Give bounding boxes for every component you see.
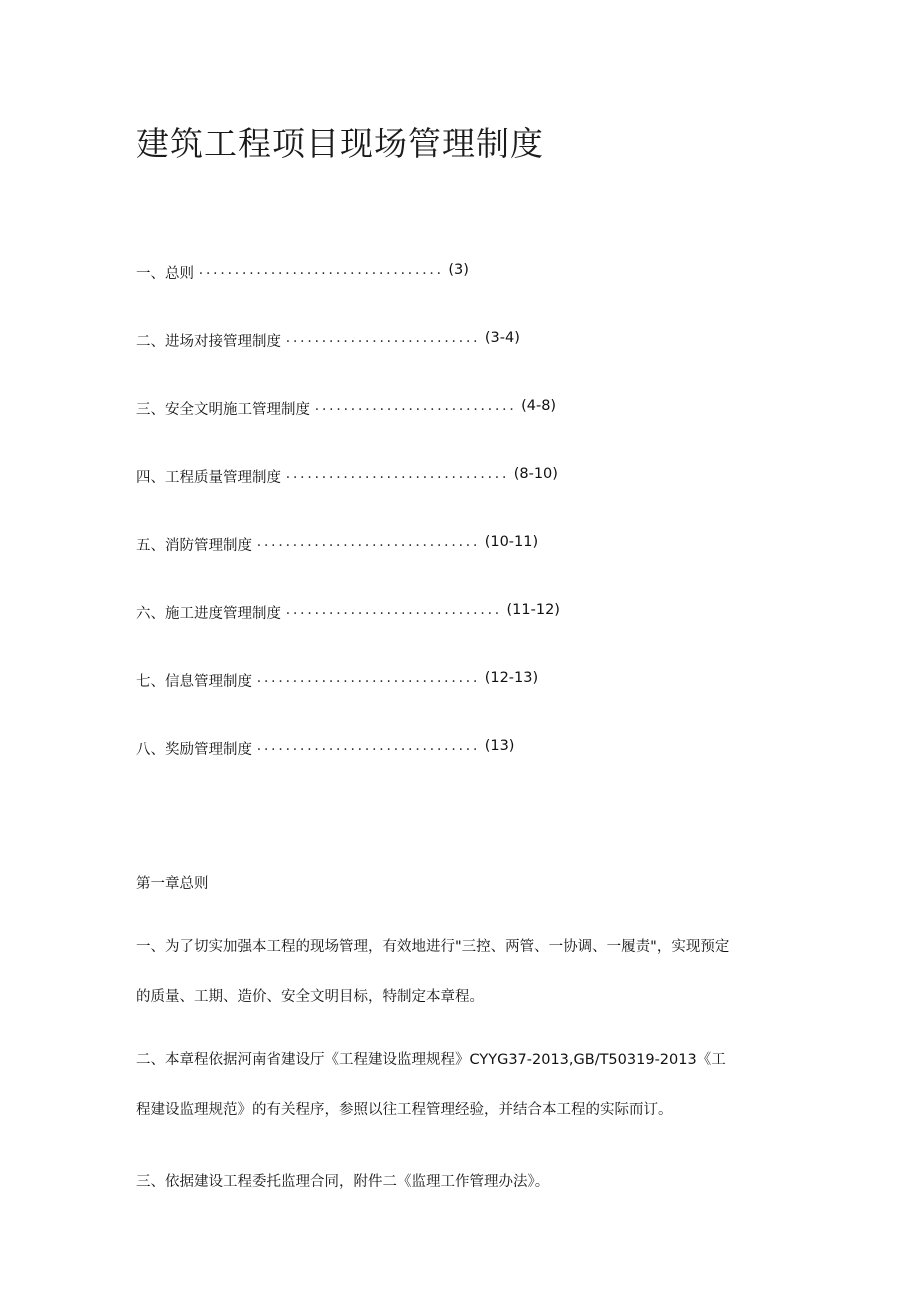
toc-leader-dots: ............................... [285, 466, 510, 482]
toc-entry [136, 330, 796, 398]
toc-leader-dots: ............................... [256, 670, 481, 686]
toc-entry [136, 602, 796, 670]
paragraph-line: 程建设监理规范》的有关程序，参照以往工程管理经验，并结合本工程的实际而订。 [136, 1102, 673, 1118]
table-of-contents [136, 262, 796, 806]
toc-entry-label: 五、消防管理制度 [136, 538, 252, 554]
document-title: 建筑工程项目现场管理制度 [136, 124, 544, 163]
toc-entry-pages: (3) [448, 262, 469, 278]
toc-leader-dots: .................................. [198, 262, 444, 278]
toc-entry-pages: (10-11) [484, 534, 539, 550]
toc-entry-label: 七、信息管理制度 [136, 674, 252, 690]
toc-entry-label: 四、工程质量管理制度 [136, 470, 281, 486]
toc-entry-label: 三、安全文明施工管理制度 [136, 402, 310, 418]
toc-entry [136, 534, 796, 602]
toc-leader-dots: ............................... [256, 738, 481, 754]
paragraph-line: 三、依据建设工程委托监理合同，附件二《监理工作管理办法》。 [136, 1174, 550, 1190]
toc-entry-pages: (13) [484, 738, 515, 754]
toc-entry-label: 六、施工进度管理制度 [136, 606, 281, 622]
toc-entry-pages: (8-10) [513, 466, 558, 482]
toc-entry-label: 八、奖励管理制度 [136, 742, 252, 758]
toc-entry-label: 一、总则 [136, 266, 194, 282]
toc-entry-label: 二、进场对接管理制度 [136, 334, 281, 350]
toc-entry-pages: (12-13) [484, 670, 539, 686]
toc-leader-dots: .............................. [285, 602, 502, 618]
paragraph-line: 二、本章程依据河南省建设厅《工程建设监理规程》CYYG37-2013,GB/T50319-2013《工 [136, 1052, 726, 1068]
toc-leader-dots: ............................ [314, 398, 517, 414]
toc-entry-pages: (11-12) [506, 602, 560, 618]
toc-leader-dots: ........................... [285, 330, 481, 346]
toc-entry [136, 398, 796, 466]
toc-entry-pages: (3-4) [484, 330, 520, 346]
paragraph-line: 一、为了切实加强本工程的现场管理，有效地进行"三控、两管、一协调、一履责"，实现预定 [136, 939, 730, 955]
paragraph-line: 的质量、工期、造价、安全文明目标，特制定本章程。 [136, 989, 484, 1005]
toc-entry [136, 466, 796, 534]
toc-entry [136, 670, 796, 738]
toc-entry [136, 738, 796, 806]
chapter-heading: 第一章总则 [136, 876, 209, 892]
toc-leader-dots: ............................... [256, 534, 481, 550]
toc-entry-pages: (4-8) [521, 398, 557, 414]
toc-entry [136, 262, 796, 330]
